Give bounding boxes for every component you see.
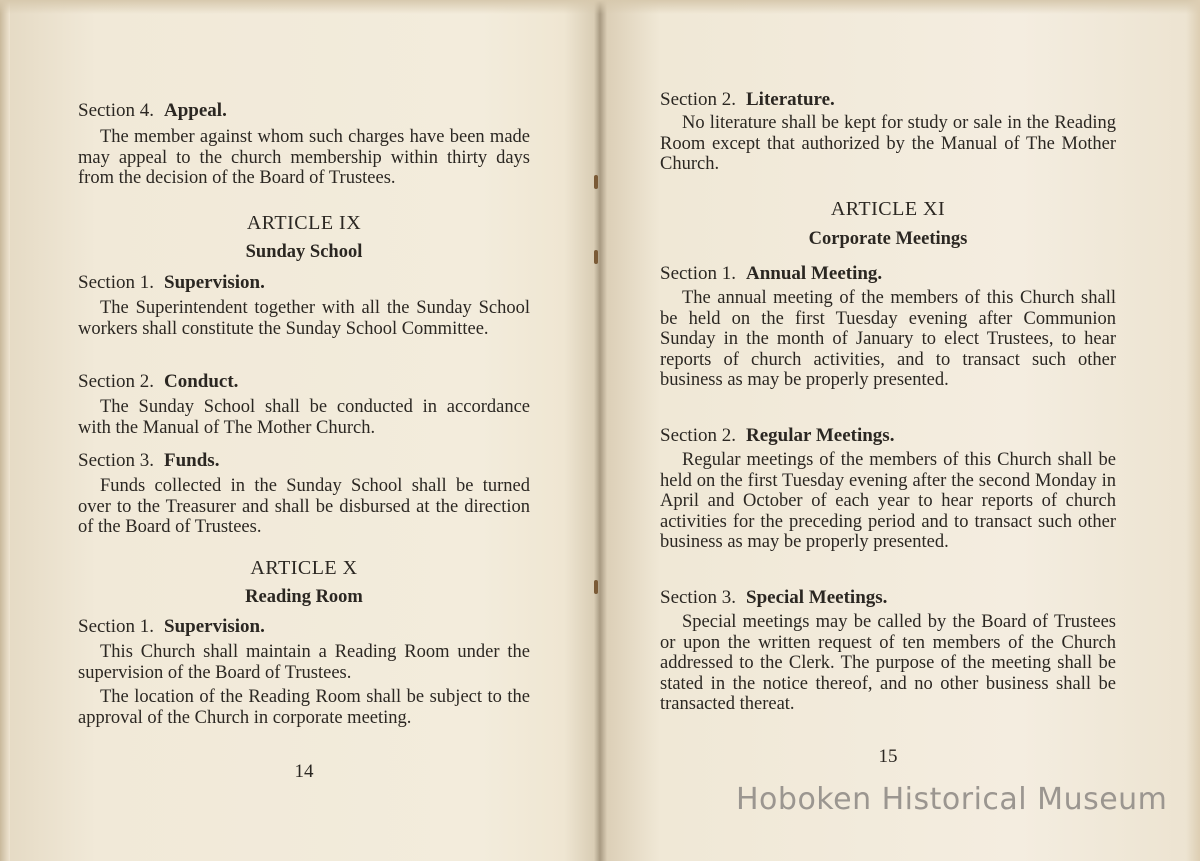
section-heading: Section 4. Appeal. [78, 100, 227, 121]
museum-watermark: Hoboken Historical Museum [736, 782, 1168, 817]
section-text: Funds collected in the Sunday School shall be turned over to the Treasurer and shall be disbursed at the direction of the Board of Trustees. [78, 476, 530, 537]
section-text: The Sunday School shall be conducted in accordance with the Manual of The Mother Church. [78, 397, 530, 438]
section-text: This Church shall maintain a Reading Room under the supervision of the Board of Trustees. [78, 642, 530, 683]
section-text: The annual meeting of the members of this Church shall be held on the first Tuesday evening after Communion Sunday in the month of January to elect Trustees, to hear reports of church activities, and to transact such other business as may be properly presented. [660, 288, 1116, 390]
page-number: 15 [878, 746, 898, 767]
article-heading: ARTICLE IX [246, 212, 362, 234]
page-edge-right [1186, 0, 1200, 861]
page-edge-left [0, 0, 10, 861]
section-heading: Section 2. Conduct. [78, 371, 239, 392]
section-heading: Section 1. Supervision. [78, 272, 265, 293]
article-subtitle: Sunday School [245, 242, 363, 262]
article-subtitle: Corporate Meetings [808, 229, 968, 249]
section-text: Regular meetings of the members of this Church shall be held on the first Tuesday evening after the second Monday in April and October of each year to hear reports of church activities for the preceding period and to transact such other business as may be properly presented. [660, 450, 1116, 552]
page-number: 14 [294, 761, 314, 782]
section-heading: Section 2. Regular Meetings. [660, 425, 895, 446]
section-text: Special meetings may be called by the Board of Trustees or upon the written request of ten members of the Church addressed to the Clerk. The purpose of the meeting shall be stated in the notice thereof, and no other business shall be transacted thereat. [660, 612, 1116, 714]
binding-stitch [594, 580, 598, 594]
section-heading: Section 1. Annual Meeting. [660, 263, 883, 284]
article-subtitle: Reading Room [245, 587, 363, 607]
section-text: No literature shall be kept for study or sale in the Reading Room except that authorized by the Manual of The Mother Church. [660, 113, 1116, 174]
section-heading: Section 3. Funds. [78, 450, 220, 471]
article-heading: ARTICLE X [250, 557, 358, 579]
binding-stitch [594, 175, 598, 189]
section-heading: Section 3. Special Meetings. [660, 587, 888, 608]
binding-stitch [594, 250, 598, 264]
section-text: The member against whom such charges have been made may appeal to the church membership within thirty days from the decision of the Board of Trustees. [78, 127, 530, 188]
article-heading: ARTICLE XI [830, 198, 946, 220]
section-heading: Section 2. Literature. [660, 89, 835, 110]
page-edge-top [0, 0, 1200, 14]
section-heading: Section 1. Supervision. [78, 616, 265, 637]
section-text: The location of the Reading Room shall be subject to the approval of the Church in corporate meeting. [78, 687, 530, 728]
section-text: The Superintendent together with all the Sunday School workers shall constitute the Sunday School Committee. [78, 298, 530, 339]
